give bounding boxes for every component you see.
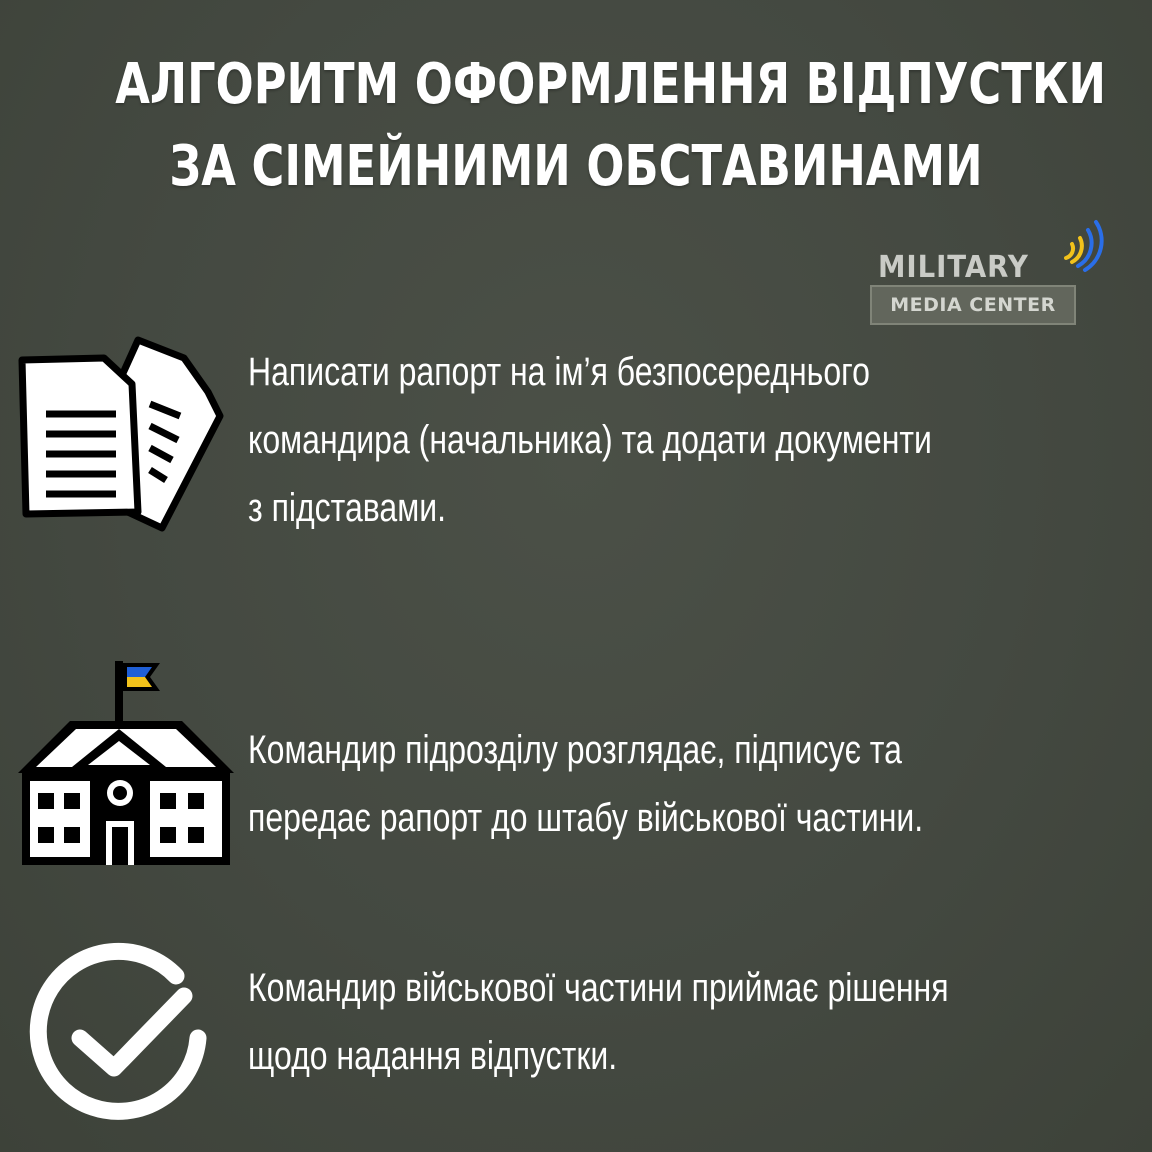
title-line-1: АЛГОРИТМ ОФОРМЛЕННЯ ВІДПУСТКИ	[115, 52, 1106, 117]
step-3-line-1: Командир військової частини приймає рішення	[248, 966, 949, 1010]
step-2-line-2: передає рапорт до штабу військової частини.	[248, 796, 924, 840]
step-1-line-3: з підставами.	[248, 486, 446, 530]
title-line-2: ЗА СІМЕЙНИМИ ОБСТАВИНАМИ	[169, 134, 983, 199]
step-3-text	[248, 954, 949, 1090]
step-3-line-2: щодо надання відпустки.	[248, 1034, 618, 1078]
checkmark-circle-icon	[26, 940, 216, 1130]
logo-text-media-center: MEDIA CENTER	[890, 294, 1056, 316]
logo-bar	[870, 285, 1076, 325]
step-2-text	[248, 716, 923, 852]
step-2-line-1: Командир підрозділу розглядає, підписує та	[248, 728, 902, 772]
page-title	[115, 44, 1106, 208]
logo-text-military: MILITARY	[878, 250, 1029, 285]
military-unit-building-icon	[12, 655, 240, 870]
signal-waves-icon	[1062, 214, 1108, 274]
step-1-line-1: Написати рапорт на ім’я безпосереднього	[248, 350, 870, 394]
documents-icon	[12, 330, 227, 535]
military-media-center-logo	[866, 214, 1116, 324]
step-1-text	[248, 338, 932, 542]
step-1-line-2: командира (начальника) та додати документи	[248, 418, 932, 462]
